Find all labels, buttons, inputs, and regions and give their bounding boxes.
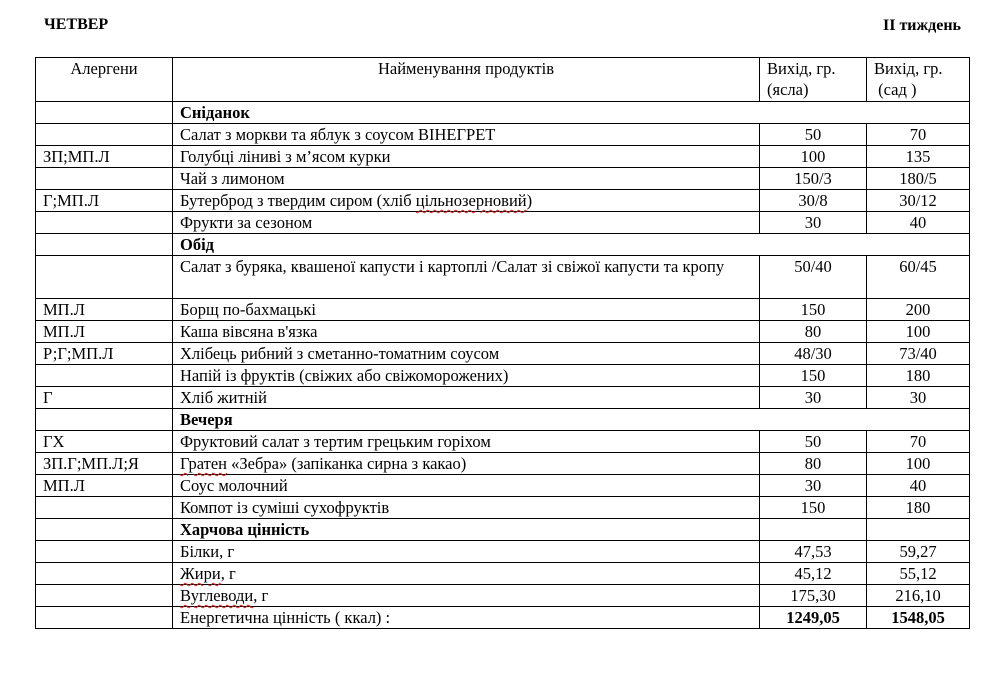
allergens-cell — [36, 563, 173, 585]
section-row-lunch — [36, 234, 970, 256]
nursery-cell: 150 — [760, 299, 867, 321]
name-cell: Хлібець рибний з сметанно-томатним соусом — [173, 343, 760, 365]
allergens-cell — [36, 497, 173, 519]
name-cell: Компот із суміші сухофруктів — [173, 497, 760, 519]
nursery-cell: 30 — [760, 475, 867, 497]
menu-table — [35, 57, 970, 629]
section-title: Вечеря — [173, 409, 970, 431]
column-header-allergens: Алергени — [36, 58, 173, 102]
table-row — [36, 343, 970, 365]
empty-cell — [36, 102, 173, 124]
empty-cell — [36, 234, 173, 256]
nursery-cell: 47,53 — [760, 541, 867, 563]
nursery-cell: 50 — [760, 431, 867, 453]
nursery-cell: 150 — [760, 365, 867, 387]
section-row-breakfast — [36, 102, 970, 124]
name-text: «Зебра» (запіканка сирна з какао) — [227, 454, 467, 473]
name-cell: Каша вівсяна в'язка — [173, 321, 760, 343]
name-cell: Салат з буряка, квашеної капусти і картоплі /Салат зі свіжої капусти та кропу — [173, 256, 760, 299]
name-cell — [173, 190, 760, 212]
name-text: , г — [253, 586, 269, 605]
name-cell: Енергетична цінність ( ккал) : — [173, 607, 760, 629]
table-row — [36, 453, 970, 475]
week-label: ІІ тиждень — [882, 17, 961, 34]
name-text: , г — [220, 564, 236, 583]
name-text: ) — [526, 191, 533, 210]
name-cell: Соус молочний — [173, 475, 760, 497]
allergens-cell — [36, 256, 173, 299]
nursery-cell: 150/3 — [760, 168, 867, 190]
section-title: Обід — [173, 234, 970, 256]
garden-cell: 70 — [867, 124, 970, 146]
allergens-cell: МП.Л — [36, 299, 173, 321]
name-cell: Фруктовий салат з тертим грецьким горіхом — [173, 431, 760, 453]
nursery-cell: 150 — [760, 497, 867, 519]
allergens-cell: МП.Л — [36, 475, 173, 497]
column-header-name: Найменування продуктів — [173, 58, 760, 102]
name-cell: Чай з лимоном — [173, 168, 760, 190]
garden-cell: 30 — [867, 387, 970, 409]
allergens-cell — [36, 541, 173, 563]
nursery-cell: 30 — [760, 387, 867, 409]
allergens-cell — [36, 124, 173, 146]
empty-cell — [867, 519, 970, 541]
table-row — [36, 124, 970, 146]
nursery-cell: 175,30 — [760, 585, 867, 607]
empty-cell — [36, 519, 173, 541]
nursery-cell: 80 — [760, 453, 867, 475]
garden-cell: 180 — [867, 365, 970, 387]
nursery-cell: 30 — [760, 212, 867, 234]
garden-cell: 1548,05 — [867, 607, 970, 629]
name-cell — [173, 585, 760, 607]
header-line: Вихід, гр. — [874, 59, 943, 78]
garden-cell: 180 — [867, 497, 970, 519]
table-row — [36, 563, 970, 585]
table-row — [36, 497, 970, 519]
table-row — [36, 365, 970, 387]
garden-cell: 100 — [867, 453, 970, 475]
table-row — [36, 146, 970, 168]
spellcheck-flagged-word[interactable]: Жири — [180, 564, 221, 583]
name-cell: Фрукти за сезоном — [173, 212, 760, 234]
header-line: (сад ) — [874, 80, 917, 99]
nursery-cell: 1249,05 — [760, 607, 867, 629]
name-cell: Хліб житній — [173, 387, 760, 409]
name-cell — [173, 453, 760, 475]
section-row-nutrition — [36, 519, 970, 541]
table-row — [36, 475, 970, 497]
garden-cell: 135 — [867, 146, 970, 168]
allergens-cell: Г;МП.Л — [36, 190, 173, 212]
allergens-cell: Р;Г;МП.Л — [36, 343, 173, 365]
empty-cell — [760, 519, 867, 541]
name-cell — [173, 563, 760, 585]
column-header-output-nursery — [760, 58, 867, 102]
table-row — [36, 431, 970, 453]
garden-cell: 100 — [867, 321, 970, 343]
day-title: ЧЕТВЕР — [44, 16, 109, 33]
allergens-cell — [36, 585, 173, 607]
garden-cell: 30/12 — [867, 190, 970, 212]
table-row — [36, 541, 970, 563]
name-cell: Напій із фруктів (свіжих або свіжоморожених) — [173, 365, 760, 387]
section-title: Сніданок — [173, 102, 970, 124]
section-title: Харчова цінність — [173, 519, 760, 541]
nursery-cell: 50 — [760, 124, 867, 146]
table-row — [36, 299, 970, 321]
table-row — [36, 321, 970, 343]
table-row — [36, 585, 970, 607]
nursery-cell: 30/8 — [760, 190, 867, 212]
name-cell: Голубці ліниві з м’ясом курки — [173, 146, 760, 168]
nursery-cell: 100 — [760, 146, 867, 168]
column-header-output-garden — [867, 58, 970, 102]
allergens-cell — [36, 212, 173, 234]
allergens-cell — [36, 365, 173, 387]
garden-cell: 200 — [867, 299, 970, 321]
garden-cell: 59,27 — [867, 541, 970, 563]
garden-cell: 73/40 — [867, 343, 970, 365]
name-text: Бутерброд з твердим сиром (хліб — [180, 191, 416, 210]
allergens-cell — [36, 607, 173, 629]
garden-cell: 40 — [867, 212, 970, 234]
spellcheck-flagged-word[interactable]: цільнозерновий — [415, 191, 527, 210]
garden-cell: 180/5 — [867, 168, 970, 190]
header-line: (ясла) — [767, 80, 809, 99]
section-row-dinner — [36, 409, 970, 431]
table-row — [36, 168, 970, 190]
header-line: Вихід, гр. — [767, 59, 836, 78]
allergens-cell: МП.Л — [36, 321, 173, 343]
garden-cell: 40 — [867, 475, 970, 497]
allergens-cell: ЗП;МП.Л — [36, 146, 173, 168]
garden-cell: 60/45 — [867, 256, 970, 299]
spellcheck-flagged-word[interactable]: Гратен — [180, 454, 228, 473]
allergens-cell: ЗП.Г;МП.Л;Я — [36, 453, 173, 475]
spellcheck-flagged-word[interactable]: Вуглеводи — [180, 586, 254, 605]
allergens-cell — [36, 168, 173, 190]
name-cell: Білки, г — [173, 541, 760, 563]
total-energy-row — [36, 607, 970, 629]
garden-cell: 70 — [867, 431, 970, 453]
nursery-cell: 45,12 — [760, 563, 867, 585]
garden-cell: 216,10 — [867, 585, 970, 607]
table-row — [36, 190, 970, 212]
allergens-cell: Г — [36, 387, 173, 409]
garden-cell: 55,12 — [867, 563, 970, 585]
name-cell: Борщ по-бахмацькі — [173, 299, 760, 321]
table-row — [36, 256, 970, 299]
table-row — [36, 212, 970, 234]
nursery-cell: 48/30 — [760, 343, 867, 365]
table-header-row — [36, 58, 970, 102]
allergens-cell: ГХ — [36, 431, 173, 453]
name-cell: Салат з моркви та яблук з соусом ВІНЕГРЕТ — [173, 124, 760, 146]
table-row — [36, 387, 970, 409]
nursery-cell: 50/40 — [760, 256, 867, 299]
empty-cell — [36, 409, 173, 431]
nursery-cell: 80 — [760, 321, 867, 343]
